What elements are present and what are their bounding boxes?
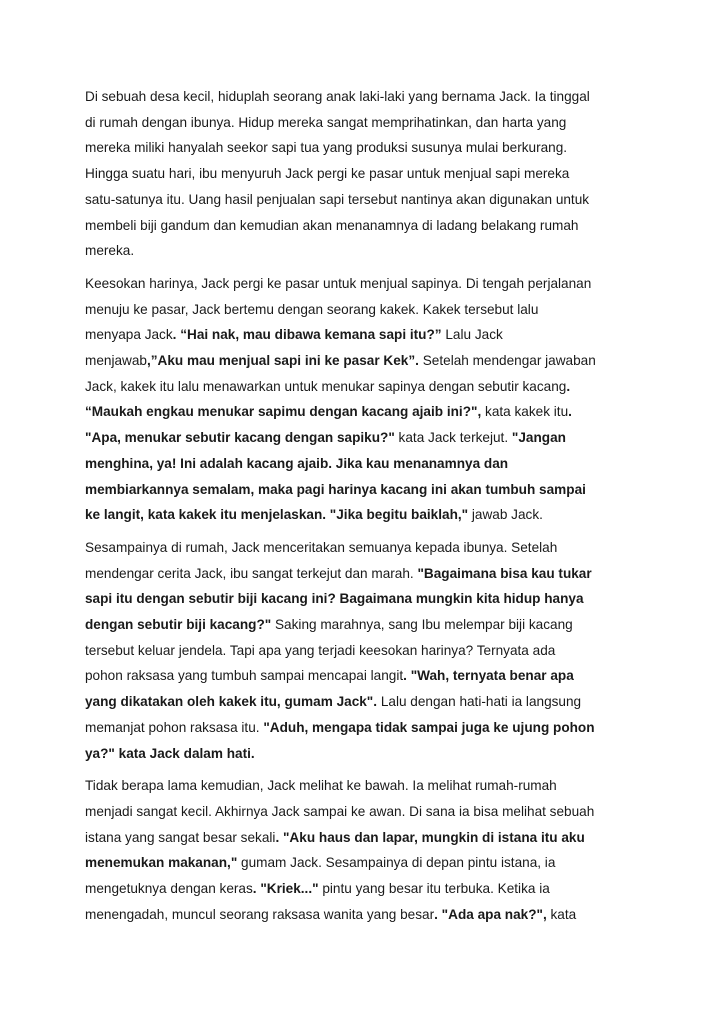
text-segment: tersebut keluar jendela. Tapi apa yang terjadi keesokan harinya? Ternyata ada bbox=[85, 642, 556, 658]
text-line bbox=[85, 110, 645, 136]
text-line bbox=[85, 477, 645, 503]
text-line bbox=[85, 425, 645, 451]
text-line bbox=[85, 348, 645, 374]
text-segment: Hingga suatu hari, ibu menyuruh Jack pergi ke pasar untuk menjual sapi mereka bbox=[85, 166, 570, 182]
text-line bbox=[85, 715, 645, 741]
text-line bbox=[85, 638, 645, 664]
text-line bbox=[85, 187, 645, 213]
text-segment: Lalu Jack bbox=[441, 327, 503, 343]
text-segment: memanjat pohon raksasa itu. bbox=[85, 719, 264, 735]
text-segment: menjadi sangat kecil. Akhirnya Jack sampai ke awan. Di sana ia bisa melihat sebuah bbox=[85, 803, 595, 819]
text-line bbox=[85, 689, 645, 715]
paragraph bbox=[85, 84, 645, 264]
text-line bbox=[85, 238, 645, 264]
text-line bbox=[85, 535, 645, 561]
bold-text-segment: . "Kriek..." bbox=[252, 881, 319, 897]
text-line bbox=[85, 271, 645, 297]
text-segment: di rumah dengan ibunya. Hidup mereka sangat memprihatinkan, dan harta yang bbox=[85, 114, 567, 130]
text-line bbox=[85, 561, 645, 587]
text-segment: menjawab bbox=[85, 353, 147, 369]
text-line bbox=[85, 799, 645, 825]
text-line bbox=[85, 322, 645, 348]
bold-text-segment: ,”Aku mau menjual sapi ini ke pasar Kek”. bbox=[146, 353, 419, 369]
text-line bbox=[85, 902, 645, 928]
paragraph bbox=[85, 535, 645, 766]
text-segment: menyapa Jack bbox=[85, 327, 173, 343]
text-segment: mereka. bbox=[85, 243, 135, 259]
text-segment: Setelah mendengar jawaban bbox=[418, 353, 596, 369]
text-segment: kata Jack terkejut. bbox=[394, 430, 512, 446]
text-segment: Keesokan harinya, Jack pergi ke pasar untuk menjual sapinya. Di tengah perjalanan bbox=[85, 275, 592, 291]
text-line bbox=[85, 850, 645, 876]
text-segment: mereka miliki hanyalah seekor sapi tua yang produksi susunya mulai berkurang. bbox=[85, 140, 568, 156]
bold-text-segment: dengan sebutir biji kacang?" bbox=[85, 617, 272, 633]
bold-text-segment: ya?" kata Jack dalam hati. bbox=[85, 745, 255, 761]
text-line bbox=[85, 374, 645, 400]
text-segment: Tidak berapa lama kemudian, Jack melihat ke bawah. Ia melihat rumah-rumah bbox=[85, 778, 557, 794]
text-segment: Saking marahnya, sang Ibu melempar biji kacang bbox=[271, 617, 573, 633]
text-line bbox=[85, 876, 645, 902]
bold-text-segment: membiarkannya semalam, maka pagi harinya kacang ini akan tumbuh sampai bbox=[85, 481, 586, 497]
text-line bbox=[85, 399, 645, 425]
text-segment: jawab Jack. bbox=[468, 507, 543, 523]
bold-text-segment: . bbox=[566, 378, 571, 394]
text-line bbox=[85, 502, 645, 528]
bold-text-segment: sapi itu dengan sebutir biji kacang ini? Bagaimana mungkin kita hidup hanya bbox=[85, 591, 584, 607]
text-line bbox=[85, 663, 645, 689]
text-segment: Jack, kakek itu lalu menawarkan untuk menukar sapinya dengan sebutir kacang bbox=[85, 378, 567, 394]
bold-text-segment: . "Aku haus dan lapar, mungkin di istana itu aku bbox=[275, 829, 585, 845]
text-line bbox=[85, 773, 645, 799]
bold-text-segment: ke langit, kata kakek itu menjelaskan. "Jika begitu baiklah," bbox=[85, 507, 469, 523]
text-line bbox=[85, 84, 645, 110]
bold-text-segment: "Apa, menukar sebutir kacang dengan sapiku?" bbox=[85, 430, 395, 446]
text-segment: Di sebuah desa kecil, hiduplah seorang anak laki-laki yang bernama Jack. Ia tinggal bbox=[85, 89, 590, 104]
bold-text-segment: menemukan makanan," bbox=[85, 855, 238, 871]
text-segment: mengetuknya dengan keras bbox=[85, 881, 253, 897]
text-line bbox=[85, 586, 645, 612]
text-segment: menengadah, muncul seorang raksasa wanita yang besar bbox=[85, 906, 435, 922]
text-line bbox=[85, 297, 645, 323]
text-segment: pintu yang besar itu terbuka. Ketika ia bbox=[318, 881, 550, 897]
text-segment: menuju ke pasar, Jack bertemu dengan seorang kakek. Kakek tersebut lalu bbox=[85, 301, 539, 317]
bold-text-segment: "Bagaimana bisa kau tukar bbox=[417, 565, 592, 581]
bold-text-segment: "Aduh, mengapa tidak sampai juga ke ujung pohon bbox=[263, 719, 595, 735]
bold-text-segment: yang dikatakan oleh kakek itu, gumam Jack". bbox=[85, 694, 378, 710]
bold-text-segment: . "Wah, ternyata benar apa bbox=[403, 668, 574, 684]
bold-text-segment: "Jangan bbox=[511, 430, 566, 446]
paragraph bbox=[85, 773, 645, 927]
text-line bbox=[85, 213, 645, 239]
text-segment: membeli biji gandum dan kemudian akan menanamnya di ladang belakang rumah bbox=[85, 217, 579, 233]
text-line bbox=[85, 741, 645, 767]
text-line bbox=[85, 612, 645, 638]
text-line bbox=[85, 161, 645, 187]
text-segment: istana yang sangat besar sekali bbox=[85, 829, 276, 845]
text-segment: Lalu dengan hati-hati ia langsung bbox=[377, 694, 582, 710]
text-line bbox=[85, 451, 645, 477]
text-segment: pohon raksasa yang tumbuh sampai mencapai langit bbox=[85, 668, 404, 684]
bold-text-segment: . "Ada apa nak?", bbox=[434, 906, 547, 922]
text-line bbox=[85, 825, 645, 851]
text-segment: mendengar cerita Jack, ibu sangat terkejut dan marah. bbox=[85, 565, 418, 581]
paragraph bbox=[85, 271, 645, 528]
bold-text-segment: menghina, ya! Ini adalah kacang ajaib. Jika kau menanamnya dan bbox=[85, 455, 509, 471]
text-segment: Sesampainya di rumah, Jack menceritakan semuanya kepada ibunya. Setelah bbox=[85, 539, 558, 555]
text-segment: satu-satunya itu. Uang hasil penjualan sapi tersebut nantinya akan digunakan untuk bbox=[85, 191, 590, 207]
bold-text-segment: . bbox=[568, 404, 572, 420]
text-segment: kata bbox=[546, 906, 577, 922]
text-line bbox=[85, 135, 645, 161]
text-segment: gumam Jack. Sesampainya di depan pintu istana, ia bbox=[237, 855, 556, 871]
text-segment: kata kakek itu bbox=[481, 404, 569, 420]
document-page bbox=[85, 84, 645, 935]
bold-text-segment: “Maukah engkau menukar sapimu dengan kacang ajaib ini?", bbox=[85, 404, 482, 420]
bold-text-segment: . “Hai nak, mau dibawa kemana sapi itu?” bbox=[172, 327, 442, 343]
